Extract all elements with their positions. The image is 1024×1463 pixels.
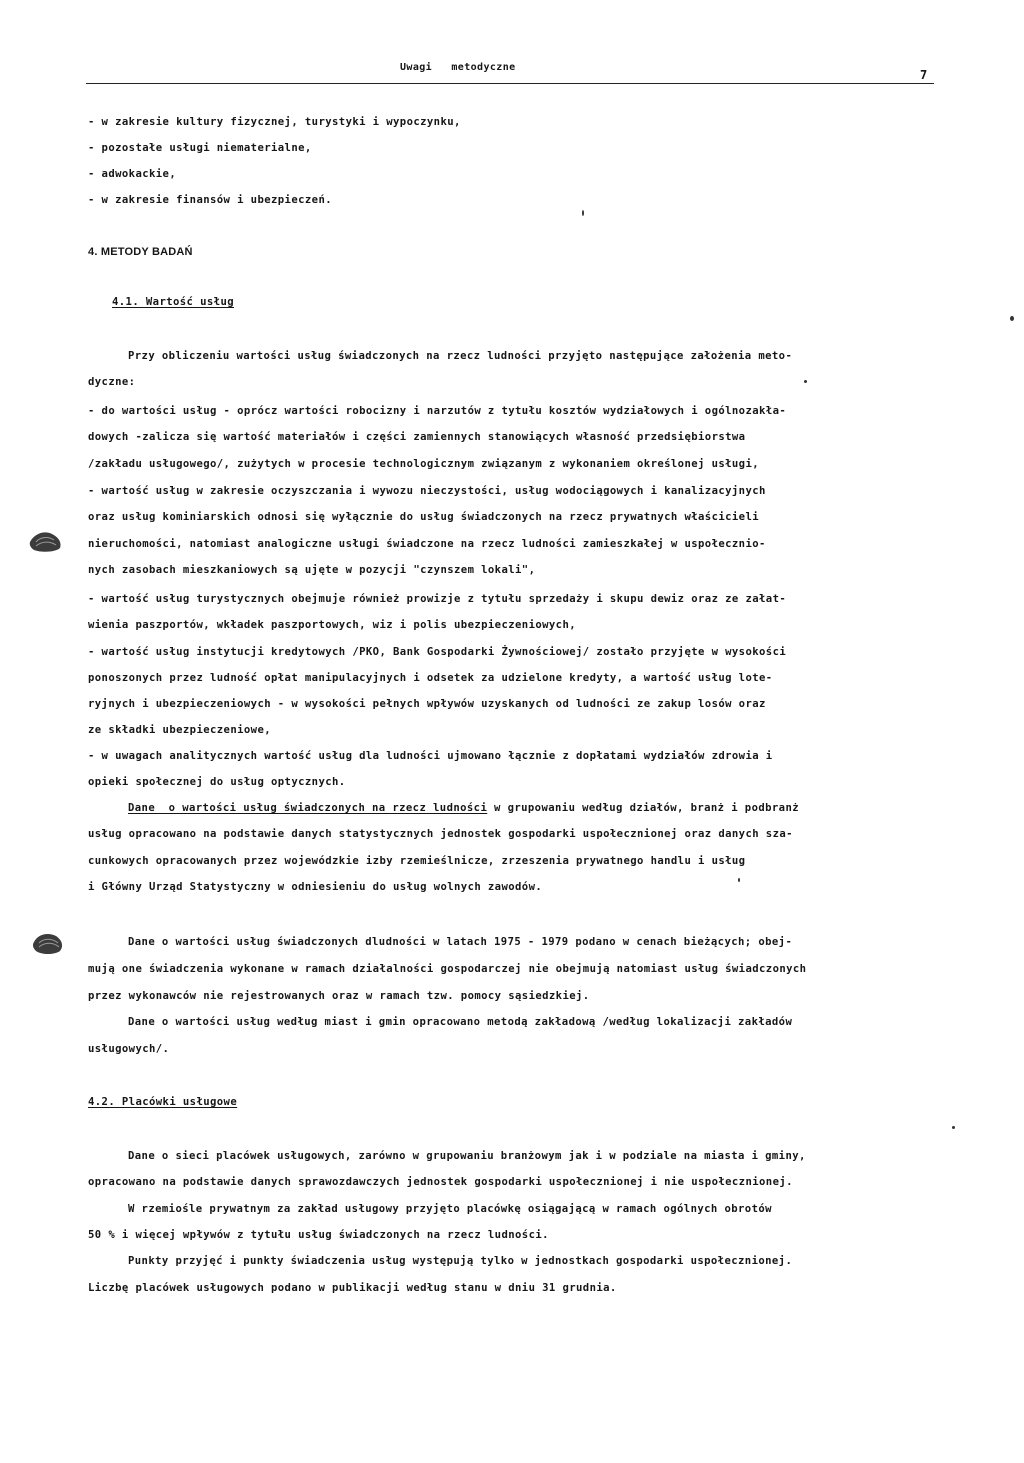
text-line: oraz usług kominiarskich odnosi się wyłącznie do usług świadczonych na rzecz prywatnych właścicieli bbox=[88, 511, 760, 523]
subsection-heading: 4.1. Wartość usług bbox=[112, 296, 235, 308]
scan-speck bbox=[1010, 316, 1014, 321]
scan-speck bbox=[952, 1126, 955, 1129]
text-line: nieruchomości, natomiast analogiczne usługi świadczone na rzecz ludności zamieszkałej w uspołecznio- bbox=[88, 538, 766, 550]
text-line: i Główny Urząd Statystyczny w odniesieniu do usług wolnych zawodów. bbox=[88, 881, 543, 893]
text-line: usług opracowano na podstawie danych statystycznych jednostek gospodarki uspołecznionej oraz danych sza- bbox=[88, 828, 793, 840]
text-line: - w uwagach analitycznych wartość usług dla ludności ujmowano łącznie z dopłatami wydziałów zdrowia i bbox=[88, 750, 773, 762]
paragraph-first-line bbox=[128, 802, 799, 814]
page-number: 7 bbox=[920, 68, 928, 82]
text-line: Dane o wartości usług świadczonych dludności w latach 1975 - 1979 podano w cenach bieżących; obej- bbox=[128, 936, 793, 948]
scan-speck bbox=[804, 380, 807, 383]
thumb-smudge-icon bbox=[28, 528, 64, 554]
text-line: nych zasobach mieszkaniowych są ujęte w pozycji "czynszem lokali", bbox=[88, 564, 536, 576]
header-rule bbox=[86, 83, 934, 84]
text-line: wienia paszportów, wkładek paszportowych, wiz i polis ubezpieczeniowych, bbox=[88, 619, 577, 631]
intro-item: - w zakresie finansów i ubezpieczeń. bbox=[88, 194, 333, 206]
text-line: /zakładu usługowego/, zużytych w procesie technologicznym związanym z wykonaniem określonej usługi, bbox=[88, 458, 760, 470]
thumb-smudge-icon bbox=[30, 930, 66, 956]
text-line: Liczbę placówek usługowych podano w publikacji według stanu w dniu 31 grudnia. bbox=[88, 1282, 617, 1294]
text-line: - wartość usług turystycznych obejmuje również prowizje z tytułu sprzedaży i skupu dewiz oraz ze załat- bbox=[88, 593, 787, 605]
text-line: - do wartości usług - oprócz wartości robocizny i narzutów z tytułu kosztów wydziałowych i ogólnozakła- bbox=[88, 405, 787, 417]
text-line: cunkowych opracowanych przez wojewódzkie izby rzemieślnicze, zrzeszenia prywatnego handlu i usług bbox=[88, 855, 746, 867]
running-title: Uwagi metodyczne bbox=[400, 62, 516, 73]
text-line: 50 % i więcej wpływów z tytułu usług świadczonych na rzecz ludności. bbox=[88, 1229, 549, 1241]
text-line: W rzemiośle prywatnym za zakład usługowy przyjęto placówkę osiągającą w ramach ogólnych obrotów bbox=[128, 1203, 772, 1215]
text-line: ze składki ubezpieczeniowe, bbox=[88, 724, 272, 736]
subsection-heading: 4.2. Placówki usługowe bbox=[88, 1096, 238, 1108]
intro-item: - adwokackie, bbox=[88, 168, 177, 180]
scan-speck bbox=[738, 878, 740, 882]
text-line: usługowych/. bbox=[88, 1043, 170, 1055]
text-line: opieki społecznej do usług optycznych. bbox=[88, 776, 346, 788]
text-line: ryjnych i ubezpieczeniowych - w wysokości pełnych wpływów uzyskanych od ludności ze zakup losów oraz bbox=[88, 698, 766, 710]
text-line: Dane o wartości usług według miast i gmin opracowano metodą zakładową /według lokalizacji zakładów bbox=[128, 1016, 793, 1028]
section-heading: 4. METODY BADAŃ bbox=[88, 246, 193, 258]
text-line: przez wykonawców nie rejestrowanych oraz w ramach tzw. pomocy sąsiedzkiej. bbox=[88, 990, 590, 1002]
text-line: Przy obliczeniu wartości usług świadczonych na rzecz ludności przyjęto następujące założenia meto- bbox=[128, 350, 793, 362]
text-line: Dane o sieci placówek usługowych, zarówno w grupowaniu branżowym jak i w podziale na miasta i gminy, bbox=[128, 1150, 806, 1162]
scan-speck bbox=[582, 210, 584, 216]
text-line: - wartość usług w zakresie oczyszczania i wywozu nieczystości, usług wodociągowych i kanalizacyjnych bbox=[88, 485, 766, 497]
text-run: w grupowaniu według działów, branż i podbranż bbox=[487, 802, 800, 814]
underlined-phrase: Dane o wartości usług świadczonych na rzecz ludności bbox=[128, 802, 488, 814]
text-line: dowych -zalicza się wartość materiałów i części zamiennych stanowiących własność przedsiębiorstwa bbox=[88, 431, 746, 443]
text-line: opracowano na podstawie danych sprawozdawczych jednostek gospodarki uspołecznionej i nie uspołecznionej. bbox=[88, 1176, 793, 1188]
text-line: - wartość usług instytucji kredytowych /PKO, Bank Gospodarki Żywnościowej/ zostało przyjęte w wysokości bbox=[88, 646, 787, 658]
text-line: mują one świadczenia wykonane w ramach działalności gospodarczej nie obejmują natomiast usług świadczonych bbox=[88, 963, 807, 975]
intro-item: - w zakresie kultury fizycznej, turystyki i wypoczynku, bbox=[88, 116, 461, 128]
text-line: dyczne: bbox=[88, 376, 136, 388]
text-line: Punkty przyjęć i punkty świadczenia usług występują tylko w jednostkach gospodarki uspołecznionej. bbox=[128, 1255, 793, 1267]
intro-item: - pozostałe usługi niematerialne, bbox=[88, 142, 312, 154]
text-line: ponoszonych przez ludność opłat manipulacyjnych i odsetek za udzielone kredyty, a wartość usług lote- bbox=[88, 672, 773, 684]
